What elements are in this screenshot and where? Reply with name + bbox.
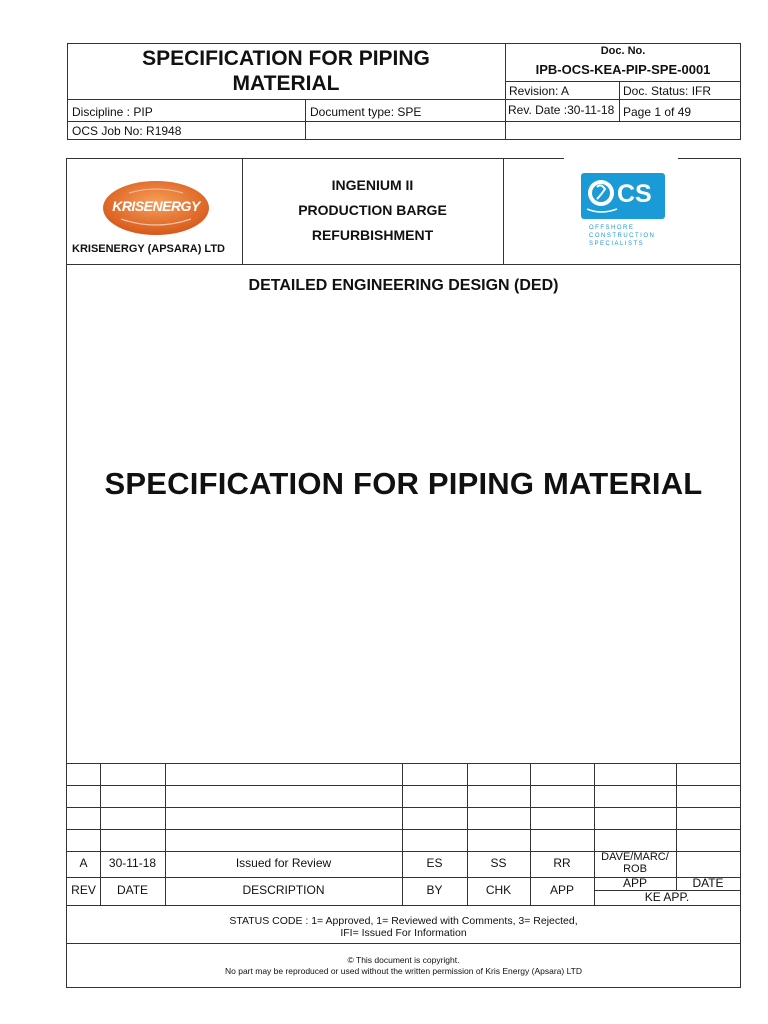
document-header	[67, 43, 741, 140]
revision-table-row-line	[67, 877, 595, 878]
logo-divider	[503, 159, 504, 264]
rev-a-ke-app: DAVE/MARC/ ROB	[601, 851, 669, 875]
ocs-logo-text: CS	[617, 180, 652, 208]
header-rev: REV	[71, 883, 96, 897]
header-date: DATE	[116, 883, 149, 897]
status-divider	[67, 943, 740, 944]
ocs-tagline-line2: CONSTRUCTION	[589, 233, 656, 239]
logo-patch	[564, 157, 678, 162]
document-title-line1: SPECIFICATION FOR PIPING	[142, 47, 430, 70]
status-code-legend	[67, 915, 740, 939]
revision-table-row-line	[67, 829, 740, 830]
design-phase-subtitle: DETAILED ENGINEERING DESIGN (DED)	[248, 277, 559, 294]
rev-a-by: ES	[426, 856, 443, 870]
header-divider	[619, 81, 620, 122]
doc-no-label: Doc. No.	[600, 45, 646, 57]
doc-status: Doc. Status: IFR	[623, 84, 712, 98]
rev-a: A	[79, 856, 88, 870]
rev-a-description: Issued for Review	[235, 856, 332, 870]
project-name	[242, 173, 503, 248]
document-title-line2: MATERIAL	[232, 72, 340, 95]
document-type: Document type: SPE	[310, 105, 422, 119]
logo-divider	[67, 264, 740, 265]
revision-table-col-line	[676, 763, 677, 890]
rev-a-date: 30-11-18	[108, 856, 157, 870]
project-name-line2: PRODUCTION BARGE	[298, 202, 447, 218]
revision-table-border	[67, 763, 740, 764]
header-divider	[305, 99, 306, 140]
ocs-tagline-line3: SPECIALISTS	[589, 241, 645, 247]
header-ke-app-sub: APP	[622, 876, 647, 890]
cover-page-body	[66, 158, 741, 988]
header-ke-date-sub: DATE	[692, 876, 724, 890]
revision-table-row-line	[67, 785, 740, 786]
revision-table-row-line	[67, 905, 740, 906]
copyright-line2: No part may be reproduced or used without the written permission of Kris Energy (Apsara) LTD	[225, 966, 582, 976]
header-ke-app: KE APP.	[644, 890, 690, 904]
header-divider	[67, 121, 741, 122]
rev-date: Rev. Date :30-11-18	[508, 103, 615, 117]
ocs-logo	[579, 171, 669, 253]
job-no: OCS Job No: R1948	[72, 124, 182, 138]
page-number: Page 1 of 49	[623, 105, 692, 119]
doc-no: IPB-OCS-KEA-PIP-SPE-0001	[535, 62, 711, 77]
header-description: DESCRIPTION	[242, 883, 325, 897]
client-name: KRISENERGY (APSARA) LTD	[72, 243, 225, 255]
krisenergy-logo-text: KRISENERGY	[112, 198, 200, 214]
project-name-line1: INGENIUM II	[331, 177, 414, 193]
revision-table-row-line	[67, 807, 740, 808]
status-code-line2: IFI= Issued For Information	[340, 927, 467, 939]
copyright-notice	[67, 955, 740, 977]
header-divider	[67, 99, 741, 100]
header-divider	[505, 81, 741, 82]
krisenergy-logo	[101, 179, 211, 237]
discipline: Discipline : PIP	[72, 105, 153, 119]
project-name-line3: REFURBISHMENT	[311, 227, 434, 243]
rev-a-app: RR	[553, 856, 571, 870]
revision: Revision: A	[509, 84, 570, 98]
header-chk: CHK	[485, 883, 512, 897]
ocs-tagline	[589, 224, 655, 248]
document-title	[67, 46, 505, 96]
header-by: BY	[426, 883, 443, 897]
status-code-line1: STATUS CODE : 1= Approved, 1= Reviewed with Comments, 3= Rejected,	[229, 915, 578, 927]
main-title: SPECIFICATION FOR PIPING MATERIAL	[104, 466, 703, 501]
ocs-tagline-line1: OFFSHORE	[589, 225, 635, 231]
copyright-line1: © This document is copyright.	[347, 955, 460, 965]
rev-a-chk: SS	[490, 856, 507, 870]
header-app: APP	[549, 883, 574, 897]
